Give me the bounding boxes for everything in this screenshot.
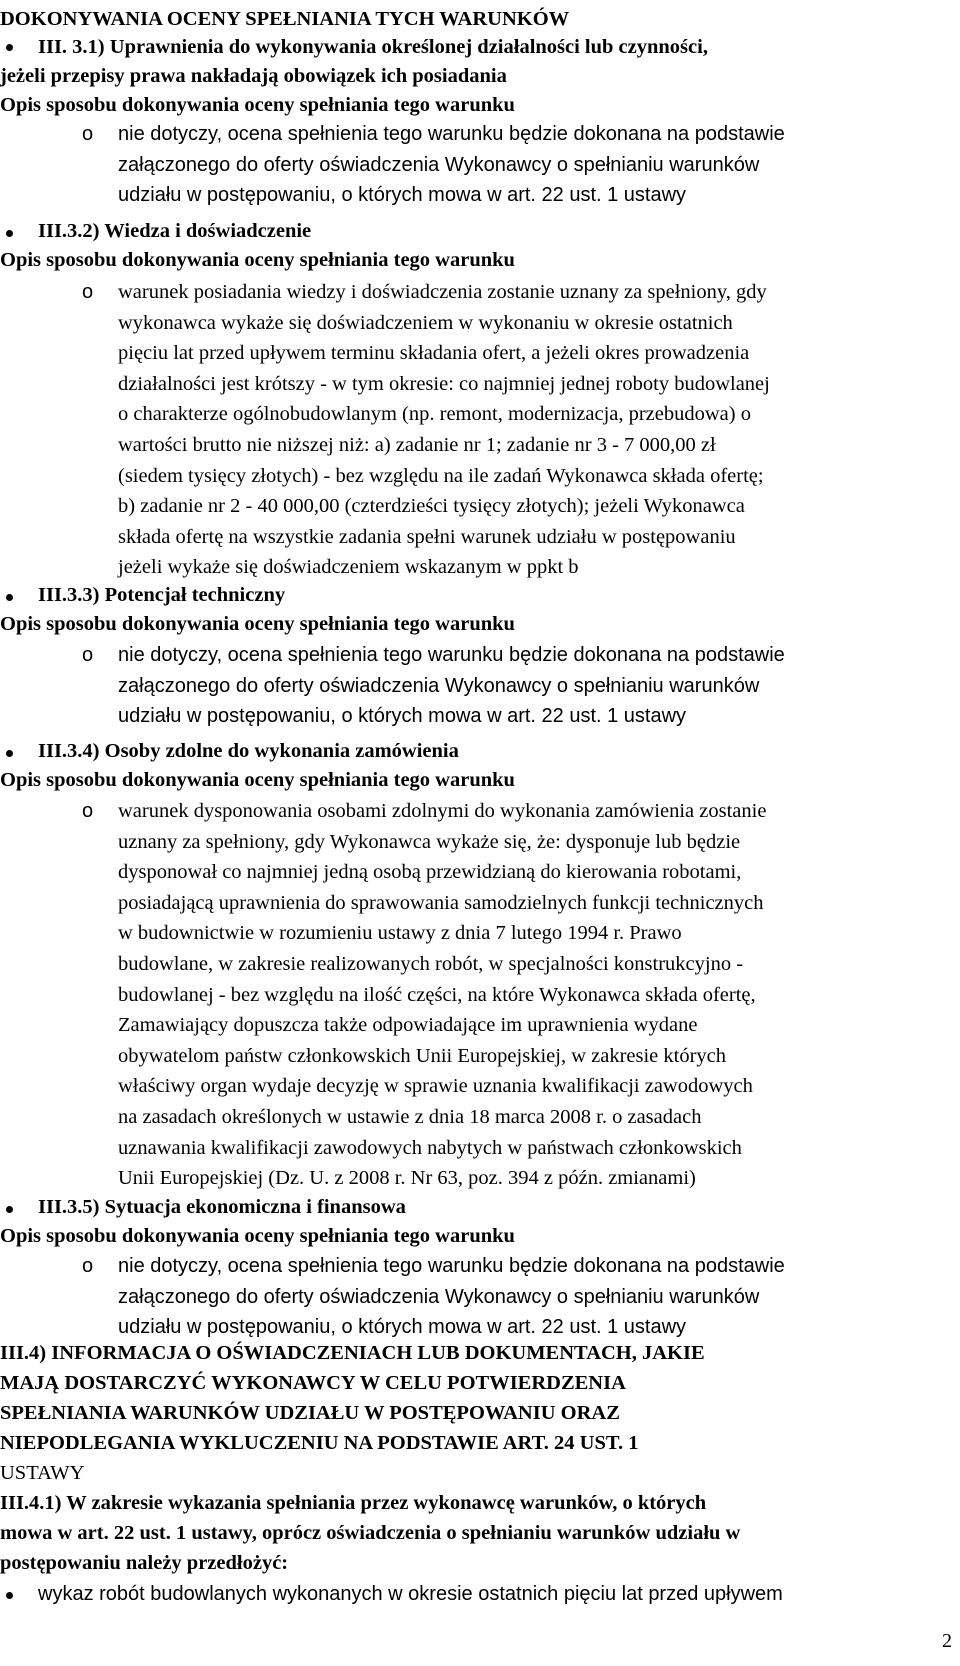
- text-line: nie dotyczy, ocena spełnienia tego warunku będzie dokonana na podstawie: [118, 1255, 785, 1277]
- text-line: udziału w postępowaniu, o których mowa w art. 22 ust. 1 ustawy: [118, 184, 687, 207]
- opis-label: Opis sposobu dokonywania oceny spełniania tego warunku: [0, 769, 515, 791]
- text-line: warunek dysponowania osobami zdolnymi do wykonania zamówienia zostanie: [118, 800, 767, 822]
- list-marker: o: [82, 644, 94, 666]
- section-3-5-text: [118, 1251, 785, 1343]
- text-line: uznany za spełniony, gdy Wykonawca wykaże się, że: dysponuje lub będzie: [118, 830, 741, 853]
- section-title-3-1-cont: jeżeli przepisy prawa nakładają obowiązek ich posiadania: [0, 65, 507, 87]
- text-line: udziału w postępowaniu, o których mowa w art. 22 ust. 1 ustawy: [118, 705, 687, 728]
- subsection-title-4-1: III.4.1) W zakresie wykazania spełniania przez wykonawcę warunków, o których: [0, 1492, 707, 1514]
- bullet-icon: [6, 594, 13, 601]
- text-line: w budownictwie w rozumieniu ustawy z dnia 7 lutego 1994 r. Prawo: [118, 922, 682, 945]
- section-heading-3-4: USTAWY: [0, 1462, 85, 1484]
- text-line: właściwy organ wydaje decyzję w sprawie uznania kwalifikacji zawodowych: [118, 1075, 753, 1098]
- text-line: wykaz robót budowlanych wykonanych w okresie ostatnich pięciu lat przed upływem: [38, 1583, 783, 1605]
- opis-label: Opis sposobu dokonywania oceny spełniania tego warunku: [0, 1225, 515, 1247]
- section-title-3-4: III.3.4) Osoby zdolne do wykonania zamówienia: [38, 740, 459, 762]
- text-line: wartości brutto nie niższej niż: a) zadanie nr 1; zadanie nr 3 - 7 000,00 zł: [118, 433, 716, 456]
- section-title-3-5: III.3.5) Sytuacja ekonomiczna i finansowa: [38, 1196, 406, 1218]
- text-line: warunek posiadania wiedzy i doświadczenia zostanie uznany za spełniony, gdy: [118, 281, 767, 303]
- text-line: uznawania kwalifikacji zawodowych nabytych w państwach członkowskich: [118, 1136, 742, 1159]
- opis-label: Opis sposobu dokonywania oceny spełniania tego warunku: [0, 249, 515, 271]
- text-line: budowlanej - bez względu na ilość części, na które Wykonawca składa ofertę,: [118, 983, 756, 1006]
- section-3-3-text: [118, 640, 785, 732]
- text-line: jeżeli wykaże się doświadczeniem wskazanym w ppkt b: [118, 556, 579, 579]
- text-line: składa ofertę na wszystkie zadania spełni warunek udziału w postępowaniu: [118, 525, 736, 548]
- text-line: załączonego do oferty oświadczenia Wykonawcy o spełnianiu warunków: [118, 153, 760, 176]
- text-line: b) zadanie nr 2 - 40 000,00 (czterdzieści tysięcy złotych); jeżeli Wykonawca: [118, 495, 745, 518]
- text-line: Unii Europejskiej (Dz. U. z 2008 r. Nr 63, poz. 394 z późn. zmianami): [118, 1167, 696, 1190]
- section-heading-3-4: III.4) INFORMACJA O OŚWIADCZENIACH LUB DOKUMENTACH, JAKIE: [0, 1342, 705, 1364]
- opis-label: Opis sposobu dokonywania oceny spełniania tego warunku: [0, 94, 515, 116]
- text-line: budowlane, w zakresie realizowanych robót, w specjalności konstrukcyjno -: [118, 952, 744, 975]
- text-line: wykonawca wykaże się doświadczeniem w wykonaniu w okresie ostatnich: [118, 311, 733, 334]
- text-line: załączonego do oferty oświadczenia Wykonawcy o spełnianiu warunków: [118, 1285, 760, 1308]
- opis-label: Opis sposobu dokonywania oceny spełniania tego warunku: [0, 613, 515, 635]
- section-title-3-3: III.3.3) Potencjał techniczny: [38, 584, 286, 606]
- bullet-item: [38, 1579, 783, 1610]
- text-line: nie dotyczy, ocena spełnienia tego warunku będzie dokonana na podstawie: [118, 644, 785, 666]
- text-line: działalności jest krótszy - w tym okresie: co najmniej jednej roboty budowlanej: [118, 372, 770, 395]
- bullet-icon: [6, 1592, 13, 1599]
- section-title-3-1: III. 3.1) Uprawnienia do wykonywania określonej działalności lub czynności,: [38, 36, 708, 58]
- bullet-icon: [6, 1206, 13, 1213]
- section-3-4-text: [118, 796, 766, 1194]
- list-marker: o: [82, 800, 94, 822]
- section-3-2-text: [118, 277, 770, 583]
- section-title-3-2: III.3.2) Wiedza i doświadczenie: [38, 220, 312, 242]
- list-marker: o: [82, 1255, 94, 1277]
- page-number: 2: [942, 1630, 952, 1652]
- subsection-title-4-1: postępowaniu należy przedłożyć:: [0, 1552, 289, 1574]
- text-line: udziału w postępowaniu, o których mowa w art. 22 ust. 1 ustawy: [118, 1316, 687, 1339]
- bullet-icon: [6, 750, 13, 757]
- list-marker: o: [82, 123, 94, 145]
- subsection-title-4-1: mowa w art. 22 ust. 1 ustawy, oprócz oświadczenia o spełnianiu warunków udziału w: [0, 1522, 741, 1544]
- text-line: na zasadach określonych w ustawie z dnia 18 marca 2008 r. o zasadach: [118, 1105, 702, 1128]
- bullet-icon: [6, 230, 13, 237]
- text-line: pięciu lat przed upływem terminu składania ofert, a jeżeli okres prowadzenia: [118, 342, 750, 365]
- section-heading-3-4: SPEŁNIANIA WARUNKÓW UDZIAŁU W POSTĘPOWANIU ORAZ: [0, 1402, 620, 1424]
- text-line: obywatelom państw członkowskich Unii Europejskiej, w zakresie których: [118, 1044, 727, 1067]
- text-line: dysponował co najmniej jedną osobą przewidzianą do kierowania robotami,: [118, 861, 742, 884]
- section-heading-3-4: MAJĄ DOSTARCZYĆ WYKONAWCY W CELU POTWIERDZENIA: [0, 1372, 626, 1394]
- section-heading-3-4: NIEPODLEGANIA WYKLUCZENIU NA PODSTAWIE ART. 24 UST. 1: [0, 1432, 639, 1454]
- section-3-1-text: [118, 119, 785, 211]
- text-line: załączonego do oferty oświadczenia Wykonawcy o spełnianiu warunków: [118, 674, 760, 697]
- bullet-icon: [6, 44, 13, 51]
- text-line: o charakterze ogólnobudowlanym (np. remont, modernizacja, przebudowa) o: [118, 403, 751, 426]
- page-heading: DOKONYWANIA OCENY SPEŁNIANIA TYCH WARUNKÓW: [0, 8, 570, 30]
- text-line: nie dotyczy, ocena spełnienia tego warunku będzie dokonana na podstawie: [118, 123, 785, 145]
- text-line: posiadającą uprawnienia do sprawowania samodzielnych funkcji technicznych: [118, 891, 764, 914]
- text-line: (siedem tysięcy złotych) - bez względu na ile zadań Wykonawca składa ofertę;: [118, 464, 764, 487]
- list-marker: o: [82, 281, 94, 303]
- text-line: Zamawiający dopuszcza także odpowiadające im uprawnienia wydane: [118, 1014, 698, 1037]
